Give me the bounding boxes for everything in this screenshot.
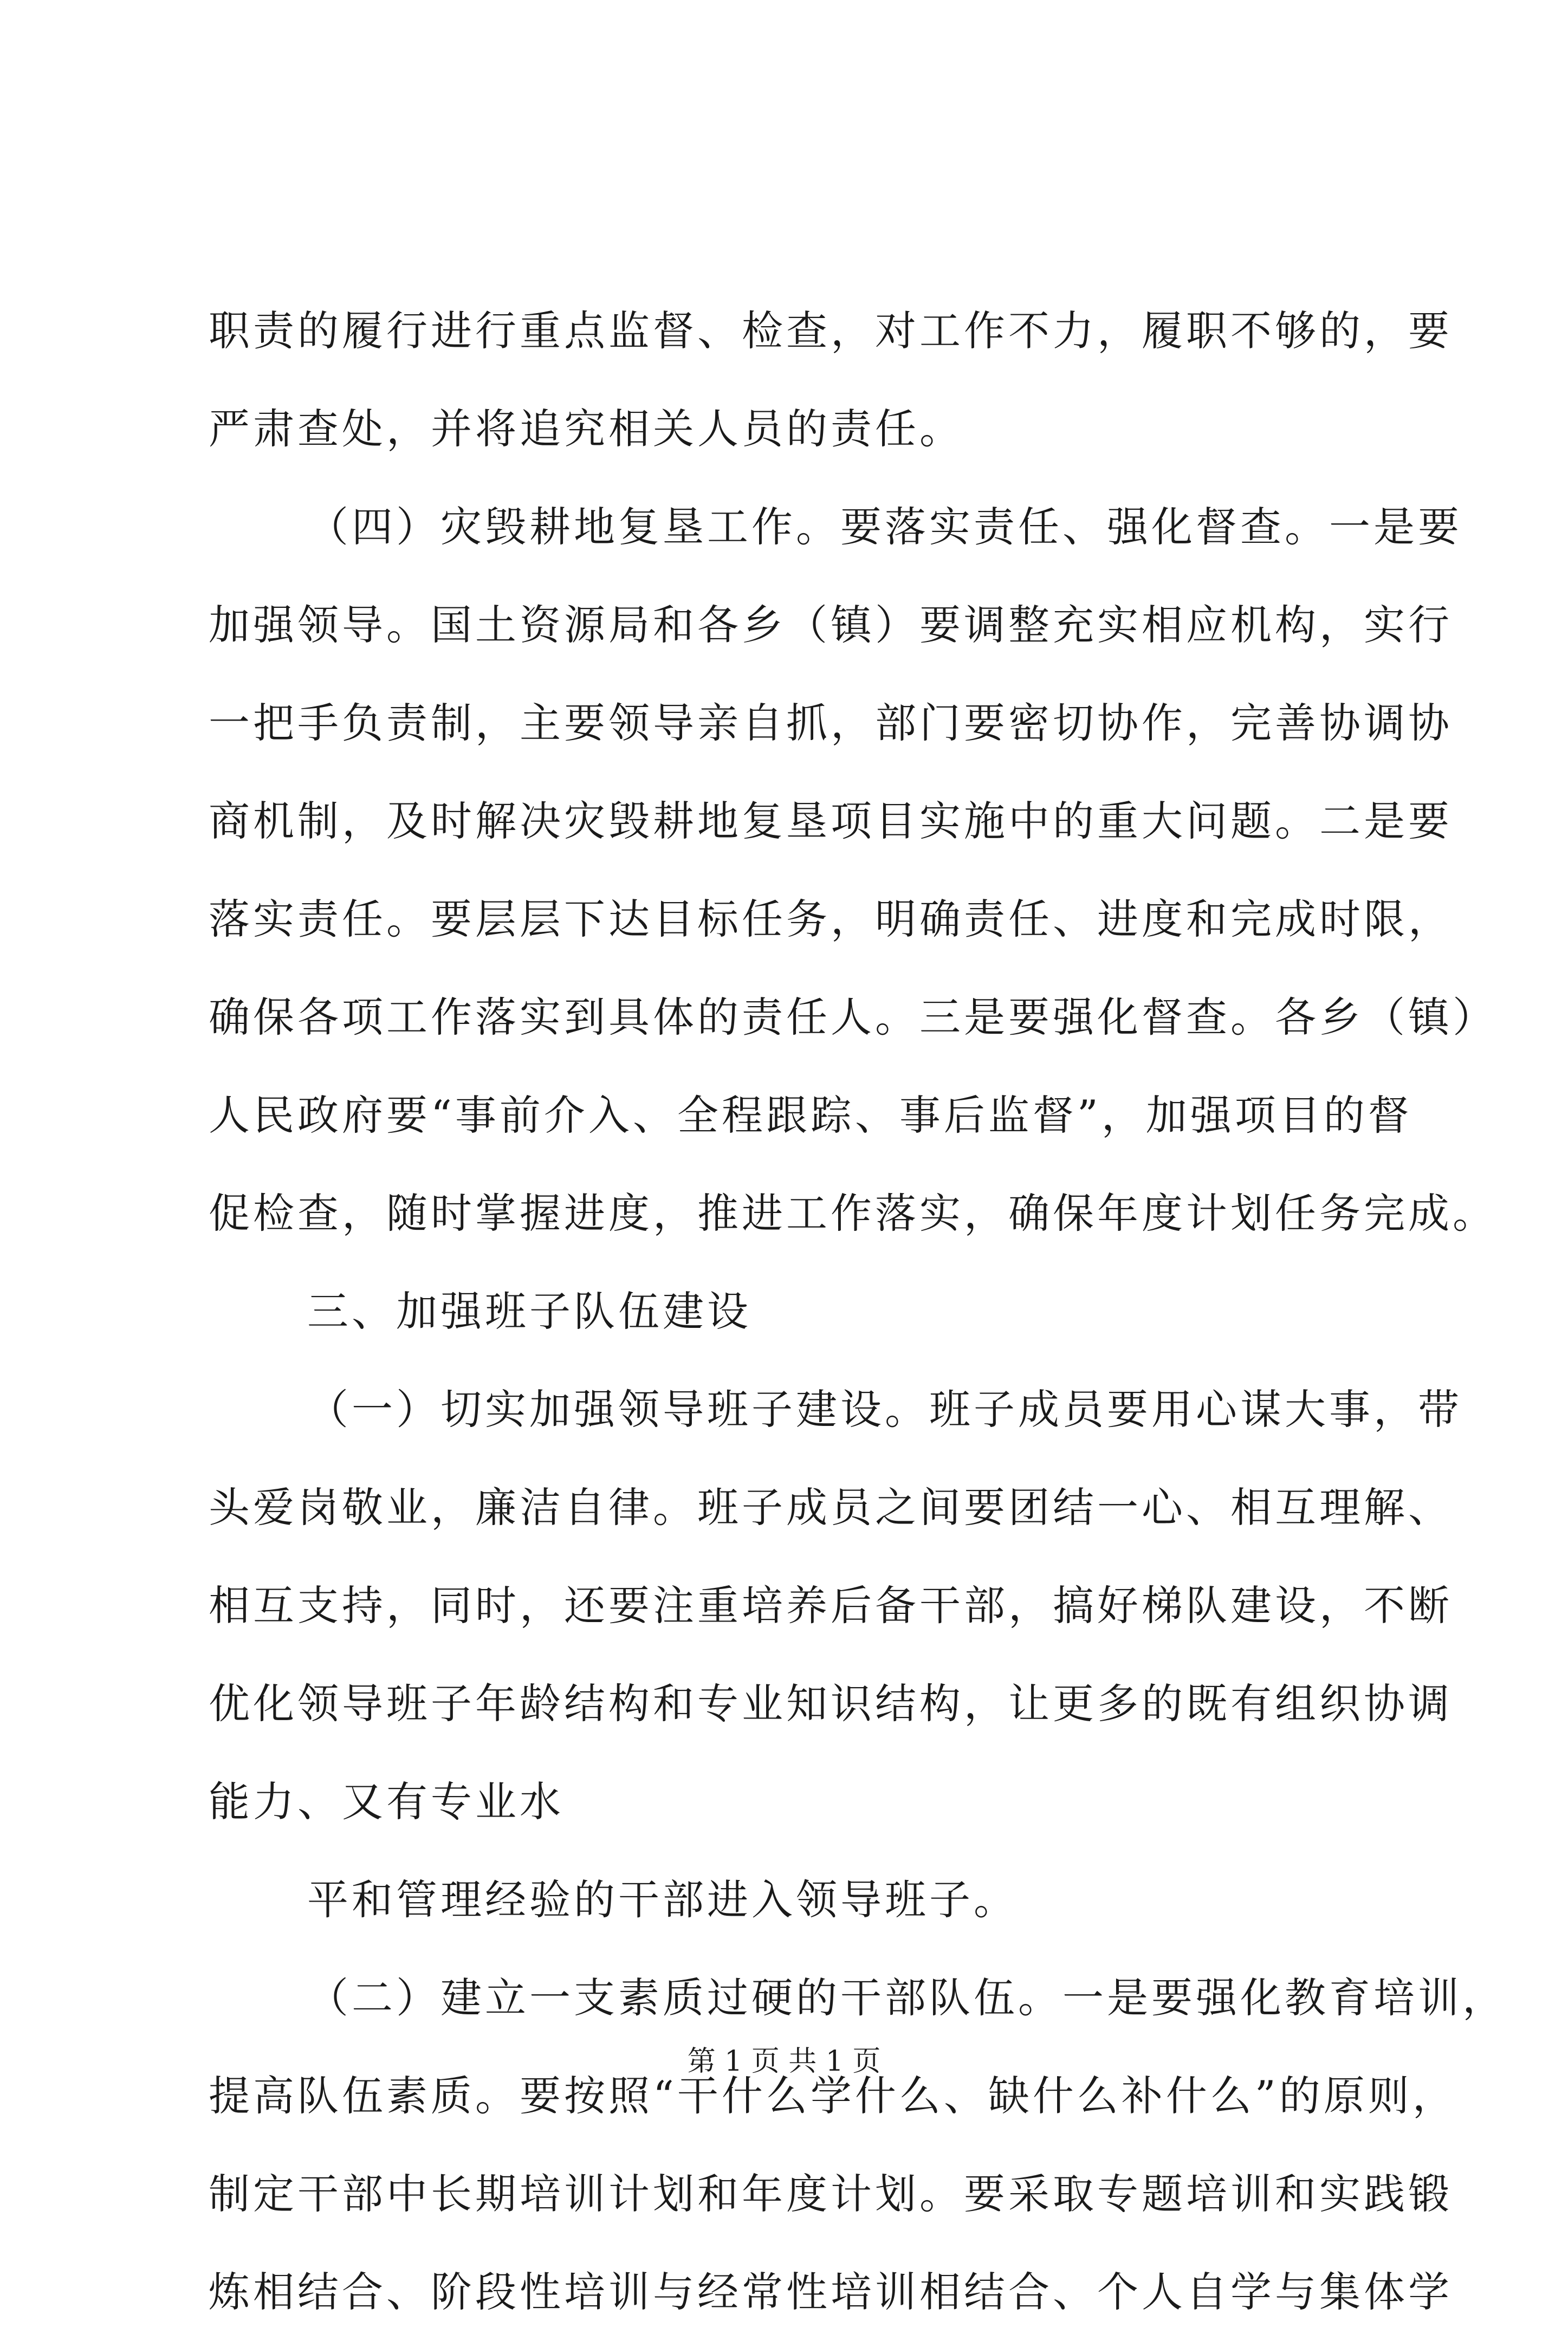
text-line: 优化领导班子年龄结构和专业知识结构，让更多的既有组织协调	[209, 1679, 1453, 1728]
text-line: 确保各项工作落实到具体的责任人。三是要强化督查。各乡（镇）	[209, 993, 1497, 1041]
text-line: 三、加强班子队伍建设	[307, 1287, 751, 1335]
text-line: 落实责任。要层层下达目标任务，明确责任、进度和完成时限，	[209, 895, 1453, 943]
text-line: 人民政府要“事前介入、全程跟踪、事后监督”，加强项目的督	[209, 1091, 1413, 1139]
text-line: 平和管理经验的干部进入领导班子。	[307, 1876, 1018, 1924]
document-body	[209, 282, 1507, 2341]
page-footer: 第 1 页 共 1 页	[687, 2045, 881, 2078]
text-line: 商机制，及时解决灾毁耕地复垦项目实施中的重大问题。二是要	[209, 797, 1453, 845]
text-line: 炼相结合、阶段性培训与经常性培训相结合、个人自学与集体学	[209, 2268, 1453, 2316]
text-line: 相互支持，同时，还要注重培养后备干部，搞好梯队建设，不断	[209, 1581, 1453, 1630]
text-line: 职责的履行进行重点监督、检查，对工作不力，履职不够的，要	[209, 307, 1453, 355]
text-line: 严肃查处，并将追究相关人员的责任。	[209, 405, 964, 453]
text-line: 头爱岗敬业，廉洁自律。班子成员之间要团结一心、相互理解、	[209, 1483, 1453, 1532]
text-line: 能力、又有专业水	[209, 1778, 564, 1826]
text-line: （二）建立一支素质过硬的干部队伍。一是要强化教育培训，	[307, 1974, 1507, 2022]
text-line: 制定干部中长期培训计划和年度计划。要采取专题培训和实践锻	[209, 2170, 1453, 2218]
text-line: 加强领导。国土资源局和各乡（镇）要调整充实相应机构，实行	[209, 601, 1453, 649]
text-line: 提高队伍素质。要按照“干什么学什么、缺什么补什么”的原则，	[209, 2072, 1457, 2120]
text-line: 一把手负责制，主要领导亲自抓，部门要密切协作，完善协调协	[209, 699, 1453, 747]
text-line: （一）切实加强领导班子建设。班子成员要用心谋大事，带	[307, 1385, 1462, 1434]
text-line: （四）灾毁耕地复垦工作。要落实责任、强化督查。一是要	[307, 503, 1462, 551]
text-line: 促检查，随时掌握进度，推进工作落实，确保年度计划任务完成。	[209, 1189, 1497, 1237]
